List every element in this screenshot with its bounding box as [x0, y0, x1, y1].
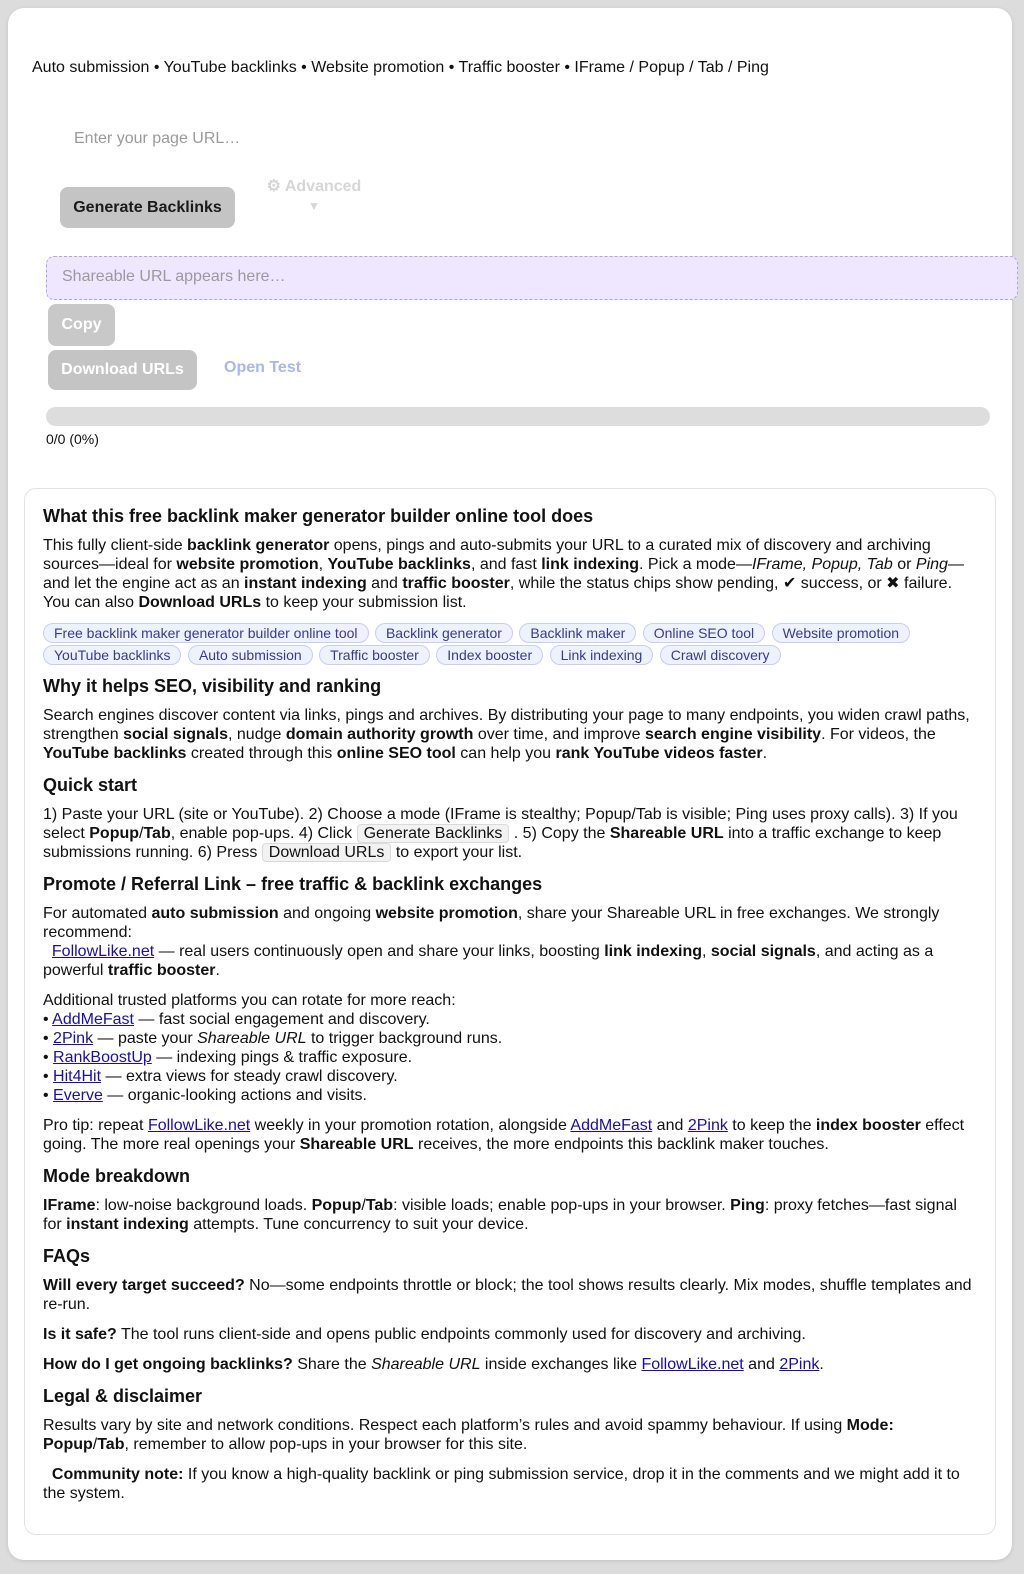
keyword-chip: YouTube backlinks [43, 645, 181, 665]
everve-link[interactable]: Everve [53, 1087, 103, 1104]
hit4hit-link[interactable]: Hit4Hit [53, 1068, 102, 1085]
followlike-link[interactable]: FollowLike.net [51, 943, 155, 960]
heading-faq: FAQs [43, 1246, 91, 1266]
heading-what: What this free backlink maker generator builder online tool does [43, 506, 594, 526]
advanced-toggle[interactable] [266, 178, 362, 216]
additional-platforms: Additional trusted platforms you can rotate for more reach: • AddMeFast — fast social engagement and discovery. • 2Pink — paste your Shareable URL to trigger background runs. • RankBoostUp — indexing pings & traffic exposure. • Hit4Hit — extra views for steady crawl discovery. • Everve — organic-looking actions and visits. [43, 992, 503, 1104]
keyword-chip: Website promotion [772, 623, 910, 643]
info-section [24, 488, 996, 1535]
legal-paragraph: Results vary by site and network conditions. Respect each platform’s rules and avoid spammy behaviour. If using Mode: Popup/Tab, remember to allow pop-ups in your browser for this site. [43, 1417, 894, 1453]
copy-button[interactable]: Copy [48, 304, 115, 346]
quick-start-paragraph: 1) Paste your URL (site or YouTube). 2) Choose a mode (IFrame is stealthy; Popup/Tab is visible; Ping uses proxy calls). 3) If you select Popup/Tab, enable pop-ups. 4) Click Generate Backlinks . 5) Copy the Shareable URL into a traffic exchange to keep submissions running. 6) Press Download URLs to export your list. [43, 806, 958, 861]
keyword-chip: Backlink maker [519, 623, 636, 643]
followlike-link[interactable]: FollowLike.net [147, 1117, 251, 1134]
why-paragraph: Search engines discover content via links, pings and archives. By distributing your page to many endpoints, you widen crawl paths, strengthen social signals, nudge domain authority growth over time, and improve search engine visibility. For videos, the YouTube backlinks created through this online SEO tool can help you rank YouTube videos faster. [43, 707, 970, 762]
shareable-url-field[interactable]: Shareable URL appears here… [46, 256, 1018, 300]
promote-paragraph: For automated auto submission and ongoing website promotion, share your Shareable URL in free exchanges. We strongly recommend: FollowLike.net — real users continuously open and share your links, boosting link indexing, social signals, and acting as a powerful traffic booster. [43, 905, 940, 979]
keyword-chip: Backlink generator [375, 623, 513, 643]
progress-text: 0/0 (0%) [46, 431, 99, 447]
tagline: Auto submission • YouTube backlinks • Website promotion • Traffic booster • IFrame / Popup / Tab / Ping [32, 59, 769, 76]
what-paragraph: This fully client-side backlink generator opens, pings and auto-submits your URL to a curated mix of discovery and archiving sources—ideal for website promotion, YouTube backlinks, and fast link indexing. Pick a mode—IFrame, Popup, Tab or Ping—and let the engine act as an instant indexing and traffic booster, while the status chips show pending, ✔ success, or ✖ failure. You can also Download URLs to keep your submission list. [43, 537, 964, 611]
kbd-download: Download URLs [262, 843, 392, 862]
keyword-chip: Index booster [436, 645, 543, 665]
2pink-link[interactable]: 2Pink [779, 1356, 820, 1373]
addmefast-link[interactable]: AddMeFast [52, 1011, 134, 1028]
progress-bar [46, 407, 990, 426]
advanced-label: ⚙ Advanced [266, 178, 362, 195]
chevron-down-icon: ▼ [308, 199, 320, 213]
keyword-chip: Auto submission [188, 645, 313, 665]
community-note: Community note: If you know a high-quality backlink or ping submission service, drop it in the comments and we might add it to the system. [43, 1466, 960, 1502]
keyword-tags [43, 623, 977, 667]
open-test-link[interactable]: Open Test [224, 359, 302, 376]
2pink-link[interactable]: 2Pink [687, 1117, 728, 1134]
heading-quick-start: Quick start [43, 775, 138, 795]
kbd-generate: Generate Backlinks [357, 824, 510, 843]
heading-mode: Mode breakdown [43, 1166, 191, 1186]
heading-legal: Legal & disclaimer [43, 1386, 203, 1406]
download-urls-button[interactable]: Download URLs [48, 350, 197, 390]
keyword-chip: Free backlink maker generator builder online tool [43, 623, 369, 643]
2pink-link[interactable]: 2Pink [53, 1030, 94, 1047]
faq-item: Will every target succeed? No—some endpoints throttle or block; the tool shows results clearly. Mix modes, shuffle templates and re-run. [43, 1277, 972, 1313]
faq-item: How do I get ongoing backlinks? Share the Shareable URL inside exchanges like FollowLike.net and 2Pink. [43, 1356, 824, 1373]
generate-backlinks-button[interactable]: Generate Backlinks [60, 187, 235, 228]
faq-item: Is it safe? The tool runs client-side and opens public endpoints commonly used for discovery and archiving. [43, 1326, 806, 1343]
rankboostup-link[interactable]: RankBoostUp [53, 1049, 152, 1066]
heading-why: Why it helps SEO, visibility and ranking [43, 676, 382, 696]
addmefast-link[interactable]: AddMeFast [570, 1117, 653, 1134]
keyword-chip: Link indexing [550, 645, 654, 665]
heading-promote: Promote / Referral Link – free traffic & backlink exchanges [43, 874, 543, 894]
mode-paragraph: IFrame: low-noise background loads. Popup/Tab: visible loads; enable pop-ups in your browser. Ping: proxy fetches—fast signal for instant indexing attempts. Tune concurrency to suit your device. [43, 1197, 957, 1233]
keyword-chip: Crawl discovery [660, 645, 781, 665]
pro-tip-paragraph: Pro tip: repeat FollowLike.net weekly in your promotion rotation, alongside AddMeFast and 2Pink to keep the index booster effect going. The more real openings your Shareable URL receives, the more endpoints this backlink maker touches. [43, 1117, 965, 1153]
keyword-chip: Online SEO tool [643, 623, 765, 643]
followlike-link[interactable]: FollowLike.net [641, 1356, 744, 1373]
keyword-chip: Traffic booster [319, 645, 430, 665]
url-input[interactable] [60, 122, 648, 156]
